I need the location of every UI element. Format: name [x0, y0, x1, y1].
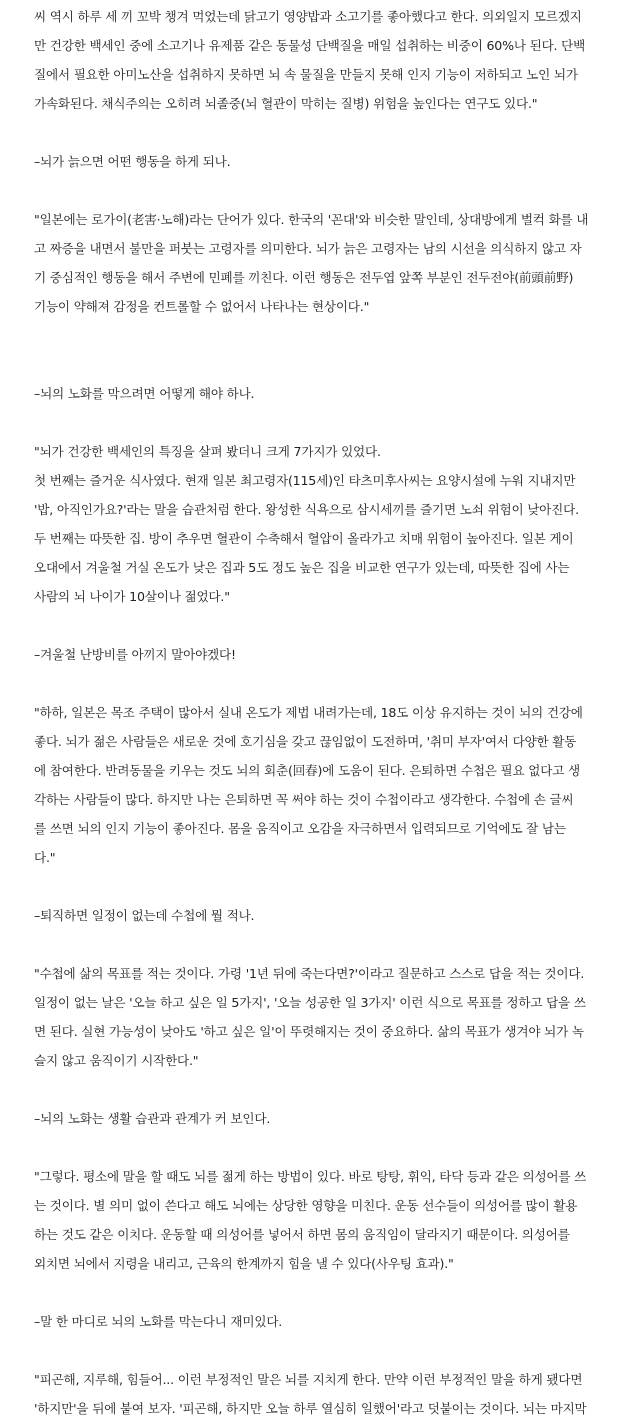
paragraph-seven-traits: [34, 437, 620, 611]
paragraph-onomatopoeia: [34, 1162, 620, 1278]
interview-question: [34, 1104, 620, 1133]
text-line: 두 번째는 따뜻한 집. 방이 추우면 혈관이 수축해서 혈압이 올라가고 치매 위험이 높아진다. 일본 게이: [34, 531, 574, 546]
text-line: 질에서 필요한 아미노산을 섭취하지 못하면 뇌 속 물질을 만들지 못해 인지 기능이 저하되고 노인 뇌가: [34, 67, 578, 82]
text-line: 를 쓰면 뇌의 인지 기능이 좋아진다. 몸을 움직이고 오감을 자극하면서 입력되므로 기억에도 잘 남는: [34, 821, 566, 836]
paragraph-gap: [34, 1336, 620, 1365]
text-line: 가속화된다. 채식주의는 오히려 뇌졸중(뇌 혈관이 막히는 질병) 위험을 높인다는 연구도 있다.": [34, 96, 538, 111]
text-line: "그렇다. 평소에 말을 할 때도 뇌를 젊게 하는 방법이 있다. 바로 탕탕, 휘익, 타닥 등과 같은 의성어를 쓰: [34, 1169, 587, 1184]
question-text: –퇴직하면 일정이 없는데 수첩에 뭘 적나.: [34, 908, 255, 923]
paragraph-gap: [34, 930, 620, 959]
interview-question: [34, 379, 620, 408]
paragraph-rogai: [34, 205, 620, 321]
text-line: 에 참여한다. 반려동물을 키우는 것도 뇌의 회춘(回春)에 도움이 된다. 은퇴하면 수첩은 필요 없다고 생: [34, 763, 580, 778]
paragraph-negative-words: [34, 1365, 620, 1423]
text-line: 슬지 않고 움직이기 시작한다.": [34, 1053, 199, 1068]
paragraph-gap: [34, 176, 620, 205]
interview-question: [34, 1307, 620, 1336]
article-body: [34, 2, 620, 1423]
text-line: 외치면 뇌에서 지령을 내리고, 근육의 한계까지 힘을 낼 수 있다(사우팅 효과).": [34, 1256, 454, 1271]
paragraph-notebook: [34, 959, 620, 1075]
paragraph-gap: [34, 611, 620, 640]
paragraph-gap: [34, 1278, 620, 1307]
interview-question: [34, 901, 620, 930]
text-line: 일정이 없는 날은 '오늘 하고 싶은 일 5가지', '오늘 성공한 일 3가지' 이런 식으로 목표를 정하고 답을 쓰: [34, 995, 586, 1010]
paragraph-gap: [34, 321, 620, 379]
text-line: 고 짜증을 내면서 불만을 퍼붓는 고령자를 의미한다. 뇌가 늙은 고령자는 남의 시선을 의식하지 않고 자: [34, 241, 582, 256]
text-line: 오대에서 겨울철 거실 온도가 낮은 집과 5도 정도 높은 집을 비교한 연구가 있는데, 따뜻한 집에 사는: [34, 560, 570, 575]
question-text: –말 한 마디로 뇌의 노화를 막는다니 재미있다.: [34, 1314, 283, 1329]
paragraph-gap: [34, 1133, 620, 1162]
interview-question: [34, 640, 620, 669]
paragraph-gap: [34, 118, 620, 147]
interview-question: [34, 147, 620, 176]
paragraph-gap: [34, 408, 620, 437]
text-line: "하하, 일본은 목조 주택이 많아서 실내 온도가 제법 내려가는데, 18도 이상 유지하는 것이 뇌의 건강에: [34, 705, 583, 720]
text-line: 좋다. 뇌가 젊은 사람들은 새로운 것에 호기심을 갖고 끊임없이 도전하며, '취미 부자'여서 다양한 활동: [34, 734, 577, 749]
question-text: –뇌가 늙으면 어떤 행동을 하게 되나.: [34, 154, 231, 169]
text-line: 씨 역시 하루 세 끼 꼬박 챙겨 먹었는데 닭고기 영양밥과 소고기를 좋아했다고 한다. 의외일지 모르겠지: [34, 9, 582, 24]
paragraph-gap: [34, 669, 620, 698]
text-line: 는 것이다. 별 의미 없이 쓴다고 해도 뇌에는 상당한 영향을 미친다. 운동 선수들이 의성어를 많이 활용: [34, 1198, 578, 1213]
text-line: 기 중심적인 행동을 해서 주변에 민폐를 끼친다. 이런 행동은 전두엽 앞쪽 부분인 전두전야(前頭前野): [34, 270, 574, 285]
text-line: '하지만'을 뒤에 붙여 보자. '피곤해, 하지만 오늘 하루 열심히 일했어'라고 덧붙이는 것이다. 뇌는 마지막: [34, 1401, 587, 1416]
text-line: 면 된다. 실현 가능성이 낮아도 '하고 싶은 일'이 뚜렷해지는 것이 중요하다. 삶의 목표가 생겨야 뇌가 녹: [34, 1024, 584, 1039]
text-line: 만 건강한 백세인 중에 소고기나 유제품 같은 동물성 단백질을 매일 섭취하는 비중이 60%나 된다. 단백: [34, 38, 586, 53]
text-line: 다.": [34, 850, 56, 865]
text-line: "일본에는 로가이(老害·노해)라는 단어가 있다. 한국의 '꼰대'와 비슷한 말인데, 상대방에게 벌컥 화를 내: [34, 212, 589, 227]
paragraph-diet: [34, 2, 620, 118]
paragraph-gap: [34, 1075, 620, 1104]
text-line: 각하는 사람들이 많다. 하지만 나는 은퇴하면 꼭 써야 하는 것이 수첩이라고 생각한다. 수첩에 손 글씨: [34, 792, 574, 807]
text-line: "뇌가 건강한 백세인의 특징을 살펴 봤더니 크게 7가지가 있었다.: [34, 444, 381, 459]
text-line: '밥, 아직인가요?'라는 말을 습관처럼 한다. 왕성한 식욕으로 삼시세끼를 즐기면 노쇠 위험이 낮아진다.: [34, 502, 579, 517]
paragraph-heating: [34, 698, 620, 872]
text-line: 사람의 뇌 나이가 10살이나 젊었다.": [34, 589, 230, 604]
question-text: –뇌의 노화는 생활 습관과 관계가 커 보인다.: [34, 1111, 271, 1126]
text-line: 기능이 약해져 감정을 컨트롤할 수 없어서 나타나는 현상이다.": [34, 299, 370, 314]
question-text: –겨울철 난방비를 아끼지 말아야겠다!: [34, 647, 236, 662]
question-text: –뇌의 노화를 막으려면 어떻게 해야 하나.: [34, 386, 255, 401]
paragraph-gap: [34, 872, 620, 901]
text-line: 하는 것도 같은 이치다. 운동할 때 의성어를 넣어서 하면 몸의 움직임이 달라지기 때문이다. 의성어를: [34, 1227, 570, 1242]
text-line: "수첩에 삶의 목표를 적는 것이다. 가령 '1년 뒤에 죽는다면?'이라고 질문하고 스스로 답을 적는 것이다.: [34, 966, 585, 981]
text-line: 첫 번째는 즐거운 식사였다. 현재 일본 최고령자(115세)인 타츠미후사씨는 요양시설에 누워 지내지만: [34, 473, 576, 488]
text-line: "피곤해, 지루해, 힘들어... 이런 부정적인 말은 뇌를 지치게 한다. 만약 이런 부정적인 말을 하게 됐다면: [34, 1372, 583, 1387]
